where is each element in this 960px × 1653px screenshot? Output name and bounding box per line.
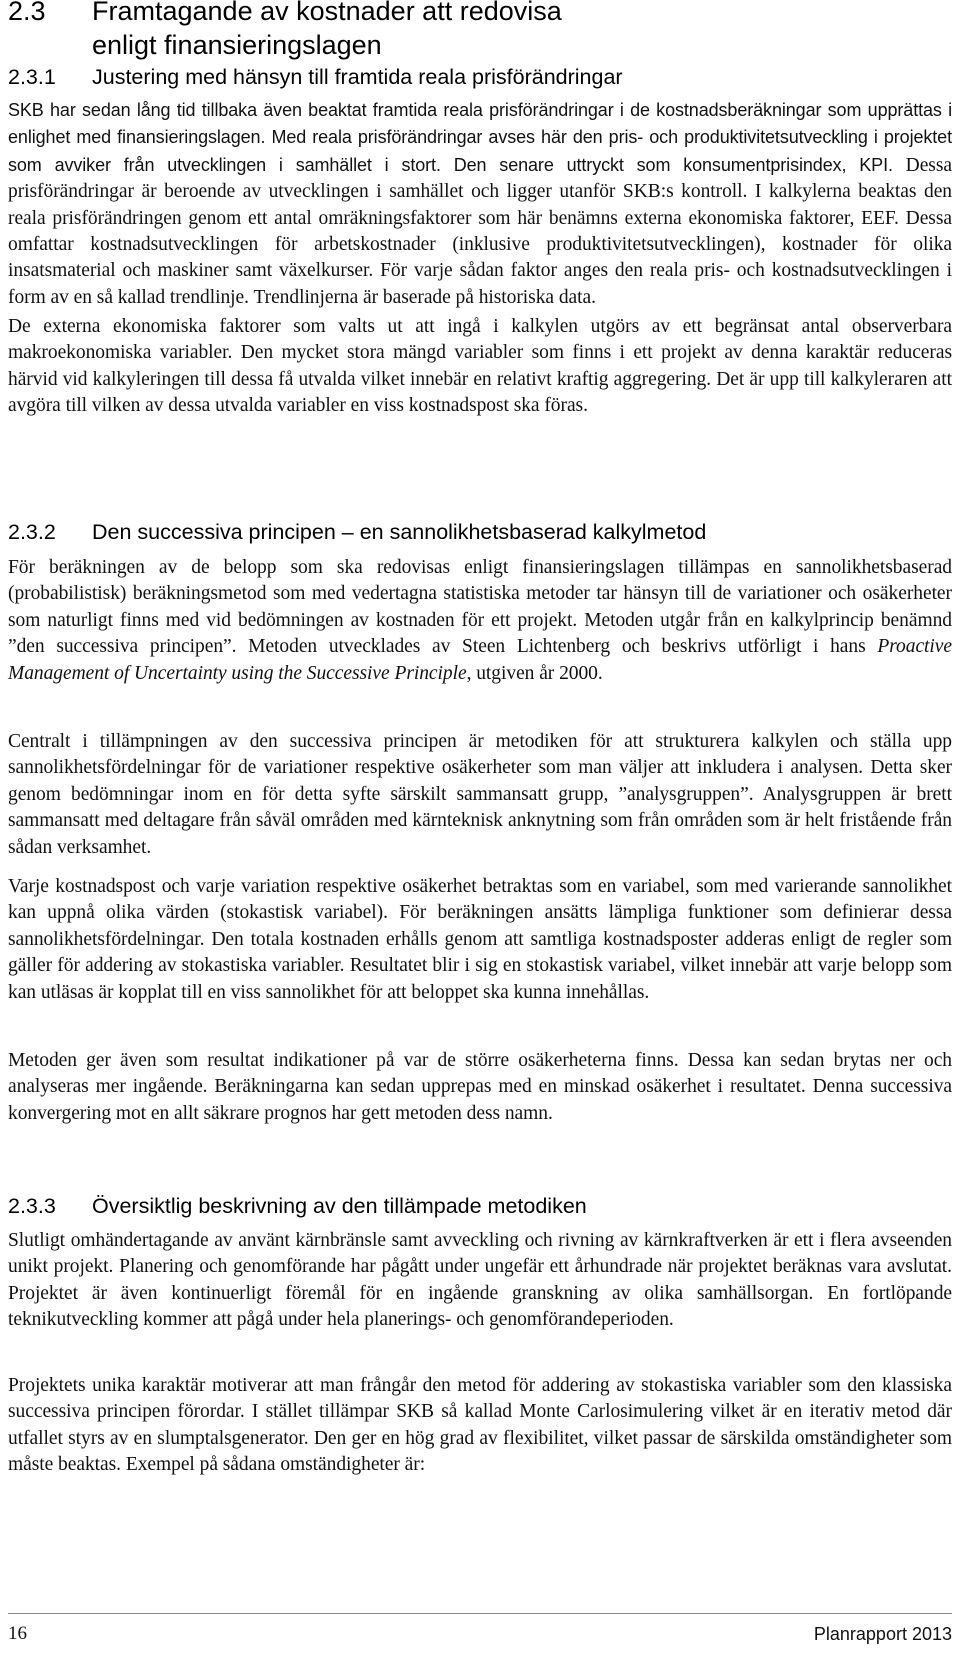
paragraph-2-3-3-1: Slutligt omhändertagande av använt kärnbränsle samt avveckling och rivning av kärnkraftverken är ett i flera avseenden unikt projekt. Planering och genomförande har pågått under ungefär ett århundrade när projektet beräknas vara avslutat. Projektet är även kontinuerligt föremål för en ingående granskning av olika samhällsorgan. En fortlöpande teknikutveckling kommer att pågå under hela planerings- och genomförandeperioden.: [8, 1230, 952, 1331]
section-title-line2: enligt finansieringslagen: [92, 30, 382, 60]
paragraph-2-3-2-2: Centralt i tillämpningen av den successiva principen är metodiken för att strukturera kalkylen och ställa upp sannolikhetsfördelningar för de variationer respektive osäkerheter som man väljer att inkludera i analysen. Detta sker genom bedömningar inom en för detta syfte särskilt sammansatt grupp, ”analysgruppen”. Analysgruppen är brett sammansatt med deltagare från såväl områden med kärnteknisk anknytning som från områden som är helt fristående från sådan verksamhet.: [8, 731, 952, 858]
paragraph-2-3-1-1: [8, 81, 952, 311]
subsection-heading-2-3-3: [8, 1193, 948, 1219]
paragraph-2-3-1-2: De externa ekonomiska faktorer som valts ut att ingå i kalkylen utgörs av ett begränsat antal observerbara makroekonomiska variabler. Den mycket stora mängd variabler som finns i ett projekt av denna karaktär reduceras härvid vid kalkyleringen till dessa få utvalda vilket innebär en relativt kraftig aggregering. Det är upp till kalkyleraren att avgöra till vilken av dessa utvalda variabler en viss kostnadspost ska föras.: [8, 316, 952, 417]
subsection-title: Den successiva principen – en sannolikhetsbaserad kalkylmetod: [92, 520, 707, 544]
subsection-heading-2-3-2: [8, 519, 948, 545]
subsection-number: 2.3.2: [8, 520, 56, 544]
footer-divider: [8, 1613, 952, 1614]
paragraph-2-3-2-4: Metoden ger även som resultat indikationer på var de större osäkerheterna finns. Dessa kan sedan brytas ner och analyseras mer ingående. Beräkningarna kan sedan upprepas med en minskad osäkerhet i resultatet. Denna successiva konvergering mot en allt säkrare prognos har gett metoden dess namn.: [8, 1050, 952, 1124]
paragraph-2-3-2-3: Varje kostnadspost och varje variation respektive osäkerhet betraktas som en variabel, som med varierande sannolikhet kan uppnå olika värden (stokastisk variabel). För beräkningen ansätts lämpliga funktioner som definierar dessa sannolikhetsfördelningar. Den totala kostnaden erhålls genom att samtliga kostnadsposter adderas enligt de regler som gäller för addering av stokastiska variabler. Resultatet blir i sig en stokastisk variabel, vilket innebär att varje belopp som kan utläsas är kopplat till en viss sannolikhet för att beloppet ska kunna innehållas.: [8, 876, 952, 1003]
book-title: Proactive Management of Uncertainty using the Successive Principle: [8, 636, 953, 684]
paragraph-2-3-3-2: Projektets unika karaktär motiverar att man frångår den metod för addering av stokastiska variabler som den klassiska successiva principen förordar. I stället tillämpar SKB så kallad Monte Carlosimulering vilket är en iterativ metod där utfallet styrs av en slumptalsgenerator. Den ger en hög grad av flexibilitet, vilket passar de särskilda omständigheter som måste beaktas. Exempel på sådana omständigheter är:: [8, 1375, 952, 1476]
subsection-title: Översiktlig beskrivning av den tillämpade metodiken: [92, 1194, 587, 1218]
page-number: 16: [8, 1623, 27, 1644]
section-title-line1: Framtagande av kostnader att redovisa: [92, 0, 562, 26]
section-heading: [8, 0, 708, 62]
paragraph-text-end: , utgiven år 2000.: [466, 662, 603, 684]
subsection-number: 2.3.3: [8, 1194, 56, 1218]
section-number: 2.3: [8, 0, 46, 26]
report-title: Planrapport 2013: [813, 1624, 952, 1644]
paragraph-sans-part: SKB har sedan lång tid tillbaka även beaktat framtida reala prisförändringar i de kostnadsberäkningar som upprättas i enlighet med finansieringslagen. Med reala prisförändringar avses här den pris- och produktivitetsutveckling i projektet som avviker från utvecklingen i samhället i stort. Den senare uttryckt som konsumentprisindex, KPI.: [8, 100, 952, 175]
paragraph-serif-part: Dessa prisförändringar är beroende av utvecklingen i samhället och ligger utanför SKB:s kontroll. I kalkylerna beaktas den reala prisförändringen genom ett antal omräkningsfaktorer som här benämns externa ekonomiska faktorer, EEF. Dessa omfattar kostnadsutvecklingen för arbetskostnader (inklusive produktivitetsutvecklingen), kostnader för olika insatsmaterial och maskiner samt växelkurser. För varje sådan faktor anges den reala pris- och kostnadsutvecklingen i form av en så kallad trendlinje. Trendlinjerna är baserade på historiska data.: [8, 154, 952, 308]
subsection-number: 2.3.1: [8, 65, 56, 89]
paragraph-text: För beräkningen av de belopp som ska redovisas enligt finansieringslagen tillämpas en sannolikhetsbaserad (probabilistisk) beräkningsmetod som med vedertagna statistiska metoder tar hänsyn till de variationer och osäkerheter som naturligt finns med vid bedömningen av kostnaden för ett projekt. Metoden utgår från en kalkylprincip benämnd ”den successiva principen”. Metoden utvecklades av Steen Lichtenberg och beskrivs utförligt i hans: [8, 557, 952, 658]
subsection-title: Justering med hänsyn till framtida reala prisförändringar: [92, 65, 623, 89]
paragraph-2-3-2-1: [8, 555, 952, 687]
